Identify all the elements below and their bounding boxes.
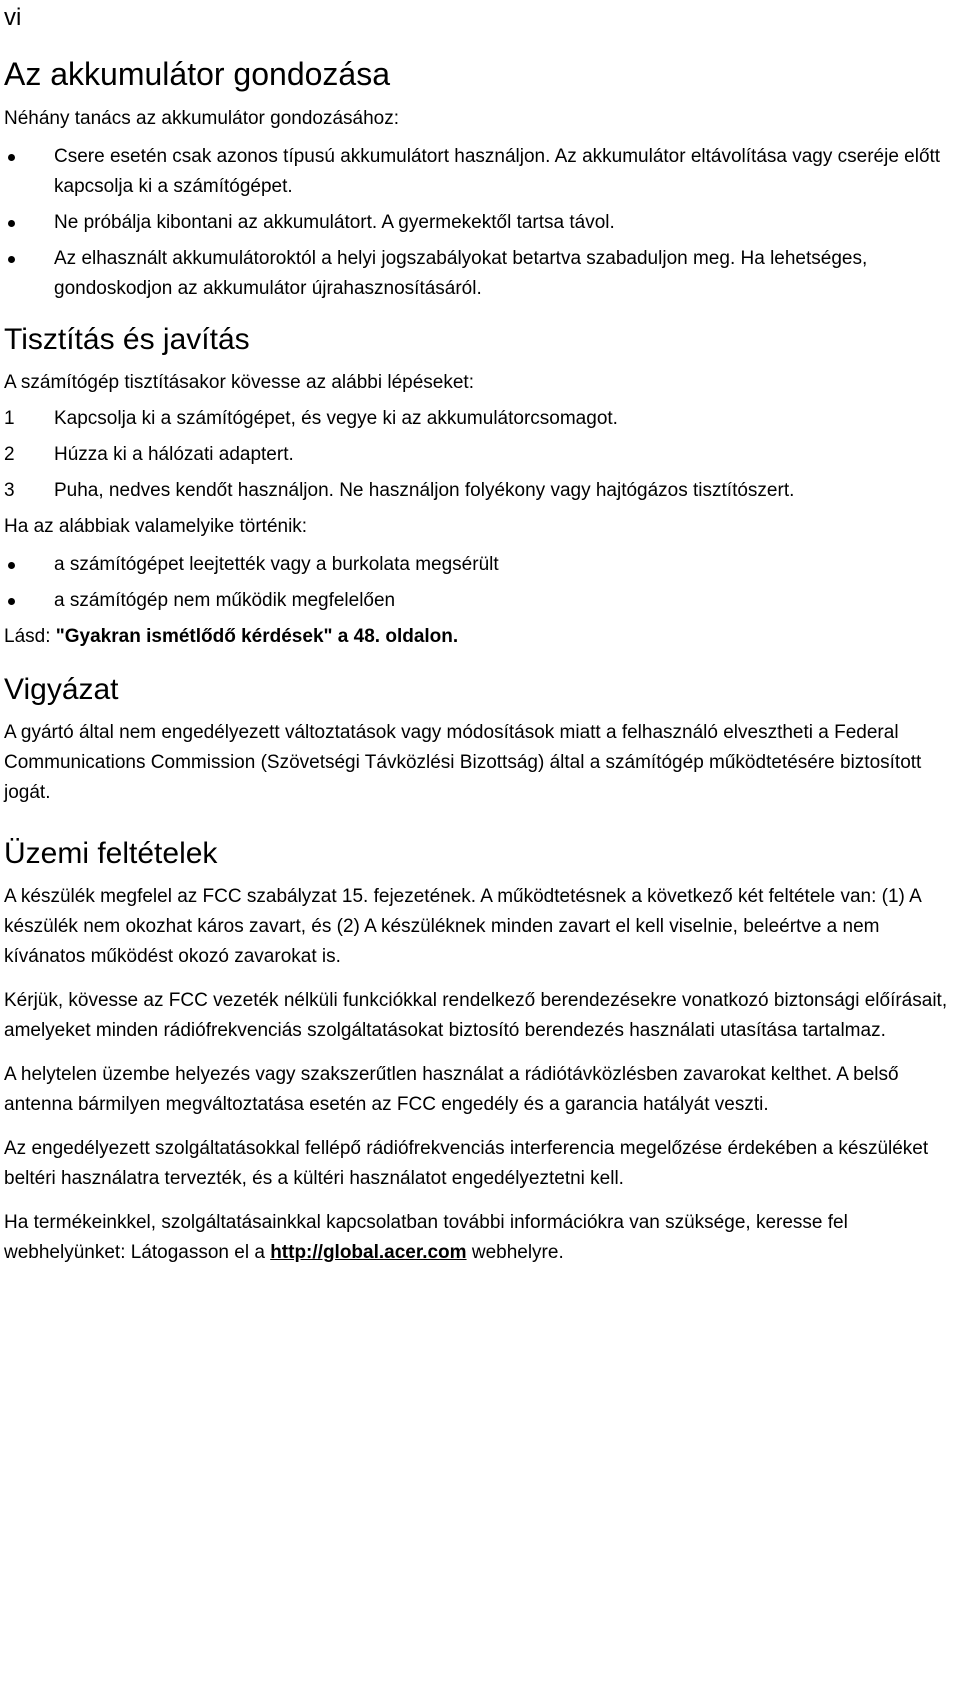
step-text: Kapcsolja ki a számítógépet, és vegye ki az akkumulátorcsomagot. <box>54 408 618 429</box>
step-item <box>4 440 952 470</box>
step-number: 3 <box>4 480 15 501</box>
page-number: vi <box>4 4 22 31</box>
faq-reference-link[interactable]: "Gyakran ismétlődő kérdések" a 48. oldalon. <box>55 626 459 647</box>
list-item: Csere esetén csak azonos típusú akkumulátort használjon. Az akkumulátor eltávolítása vagy cseréje előtt kapcsolja ki a számítógépet. <box>4 142 952 202</box>
acer-website-link[interactable]: http://global.acer.com <box>270 1242 467 1263</box>
conditions-paragraph: A helytelen üzembe helyezés vagy szakszerűtlen használat a rádiótávközlésben zavarokat kelthet. A belső antenna bármilyen megváltoztatása esetén az FCC engedély és a garancia hatályát veszti. <box>4 1064 899 1115</box>
step-item <box>4 476 952 506</box>
heading-cleaning: Tisztítás és javítás <box>4 323 250 356</box>
heading-operating-conditions: Üzemi feltételek <box>4 837 218 870</box>
list-item: a számítógépet leejtették vagy a burkolata megsérült <box>4 550 952 580</box>
heading-battery-care: Az akkumulátor gondozása <box>4 56 390 92</box>
step-text: Puha, nedves kendőt használjon. Ne használjon folyékony vagy hajtógázos tisztítószert. <box>54 480 795 501</box>
section-operating-conditions <box>4 834 952 1268</box>
step-number: 2 <box>4 444 15 465</box>
conditions-paragraph: Kérjük, kövesse az FCC vezeték nélküli funkciókkal rendelkező berendezésekre vonatkozó biztonsági előírásait, amelyeket minden rádiófrekvenciás szolgáltatásokat biztosító berendezés használati utasítása tartalmaz. <box>4 990 948 1041</box>
battery-care-intro: Néhány tanács az akkumulátor gondozásához: <box>4 108 400 129</box>
heading-caution: Vigyázat <box>4 673 119 706</box>
contact-text-suffix: webhelyre. <box>466 1242 564 1263</box>
cleaning-steps <box>4 404 952 506</box>
conditions-paragraph-last <box>4 1208 952 1268</box>
battery-care-list <box>4 142 952 304</box>
cleaning-if-intro: Ha az alábbiak valamelyike történik: <box>4 516 308 537</box>
step-item <box>4 404 952 434</box>
conditions-paragraph: A készülék megfelel az FCC szabályzat 15. fejezetének. A működtetésnek a következő két feltétele van: (1) A készülék nem okozhat káros zavart, és (2) A készüléknek minden zavart el kell viselnie, beleértve a nem kívánatos működést okozó zavarokat is. <box>4 886 921 967</box>
list-item: Ne próbálja kibontani az akkumulátort. A gyermekektől tartsa távol. <box>4 208 952 238</box>
section-battery-care <box>4 54 952 304</box>
cleaning-intro: A számítógép tisztításakor kövesse az alábbi lépéseket: <box>4 372 474 393</box>
cleaning-if-list <box>4 550 952 616</box>
step-number: 1 <box>4 408 15 429</box>
step-text: Húzza ki a hálózati adaptert. <box>54 444 294 465</box>
section-caution <box>4 670 952 808</box>
section-cleaning <box>4 320 952 652</box>
conditions-paragraph: Az engedélyezett szolgáltatásokkal fellépő rádiófrekvenciás interferencia megelőzése érdekében a készüléket beltéri használatra tervezték, és a kültéri használatot engedélyeztetni kell. <box>4 1138 929 1189</box>
list-item: Az elhasznált akkumulátoroktól a helyi jogszabályokat betartva szabaduljon meg. Ha lehetséges, gondoskodjon az akkumulátor újrahasznosításáról. <box>4 244 952 304</box>
faq-reference <box>4 622 952 652</box>
contact-text: Ha termékeinkkel, szolgáltatásainkkal kapcsolatban további információkra van szüksége, keresse fel webhelyünket: Látogasson el a <box>4 1212 848 1263</box>
caution-text: A gyártó által nem engedélyezett változtatások vagy módosítások miatt a felhasználó elvesztheti a Federal Communications Commission (Szövetségi Távközlési Bizottság) által a számítógép működtetésére biztosított jogát. <box>4 722 922 803</box>
list-item: a számítógép nem működik megfelelően <box>4 586 952 616</box>
faq-reference-prefix: Lásd: <box>4 626 56 647</box>
